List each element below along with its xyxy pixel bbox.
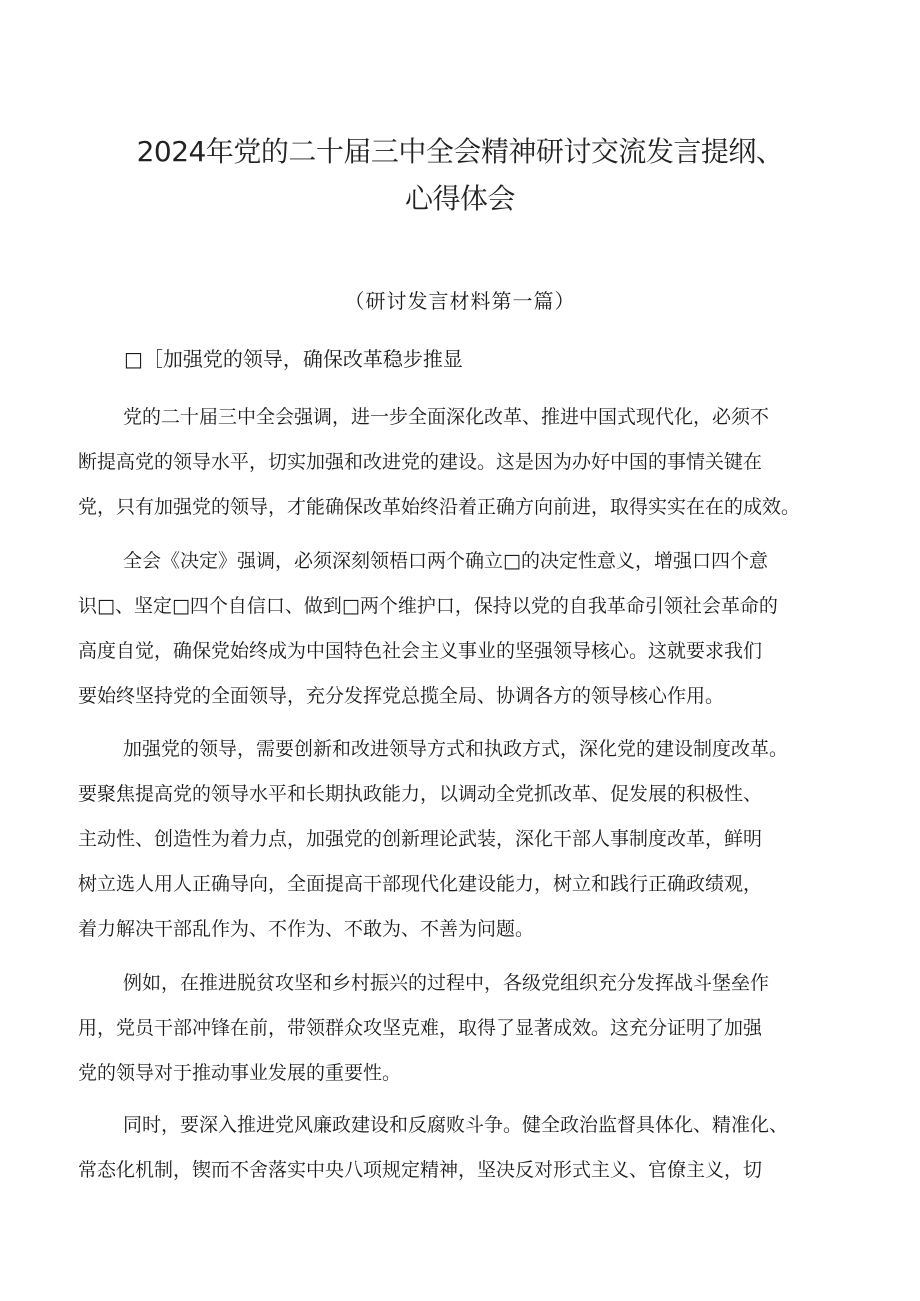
paragraph-line: 主动性、创造性为着力点，加强党的创新理论武装，深化干部人事制度改革，鲜明 <box>78 828 763 850</box>
paragraph-line: 断提高党的领导水平，切实加强和改进党的建设。这是因为办好中国的事情关键在 <box>78 451 763 473</box>
paragraph-line: 同时，要深入推进党风廉政建设和反腐败斗争。健全政治监督具体化、精准化、 <box>123 1114 789 1136</box>
paragraph-3 <box>78 727 868 952</box>
title-line-2: 心得体会 <box>404 182 515 215</box>
paragraph-4 <box>78 961 868 1096</box>
paragraph-2 <box>78 539 868 719</box>
paragraph-5 <box>78 1103 868 1193</box>
paragraph-line: 高度自觉，确保党始终成为中国特色社会主义事业的坚强领导核心。这就要求我们 <box>78 640 763 662</box>
paragraph-line: 党的二十届三中全会强调，进一步全面深化改革、推进中国式现代化，必须不 <box>123 406 770 428</box>
section-heading: □［加强党的领导，确保改革稳步推显 <box>124 347 463 371</box>
paragraph-line: 加强党的领导，需要创新和改进领导方式和执政方式，深化党的建设制度改革。 <box>123 738 789 760</box>
paragraph-line: 识□、坚定□四个自信口、做到□两个维护口，保持以党的自我革命引领社会革命的 <box>78 595 778 617</box>
document-subtitle: （研讨发言材料第一篇） <box>344 289 576 313</box>
paragraph-line: 用，党员干部冲锋在前，带领群众攻坚克难，取得了显著成效。这充分证明了加强 <box>78 1017 763 1039</box>
paragraph-line: 全会《决定》强调，必须深刻领梧口两个确立□的决定性意义，增强口四个意 <box>123 550 768 572</box>
paragraph-line: 树立选人用人正确导向，全面提高干部现代化建设能力，树立和践行正确政绩观， <box>78 873 763 895</box>
document-title <box>60 128 860 222</box>
paragraph-line: 党的领导对于推动事业发展的重要性。 <box>78 1062 402 1084</box>
paragraph-line: 着力解决干部乱作为、不作为、不敢为、不善为问题。 <box>78 918 535 940</box>
paragraph-line: 例如，在推进脱贫攻坚和乡村振兴的过程中，各级党组织充分发挥战斗堡垒作 <box>123 972 770 994</box>
paragraph-1 <box>78 395 868 530</box>
paragraph-line: 要聚焦提高党的领导水平和长期执政能力，以调动全党抓改革、促发展的积极性、 <box>78 783 763 805</box>
paragraph-line: 常态化机制，锲而不舍落实中央八项规定精神，坚决反对形式主义、官僚主义，切 <box>78 1159 763 1181</box>
paragraph-line: 党，只有加强党的领导，才能确保改革始终沿着正确方向前进，取得实实在在的成效。 <box>78 496 801 518</box>
paragraph-line: 要始终坚持党的全面领导，充分发挥党总揽全局、协调各方的领导核心作用。 <box>78 685 725 707</box>
title-line-1: 2024年党的二十届三中全会精神研讨交流发言提纲、 <box>136 135 784 168</box>
